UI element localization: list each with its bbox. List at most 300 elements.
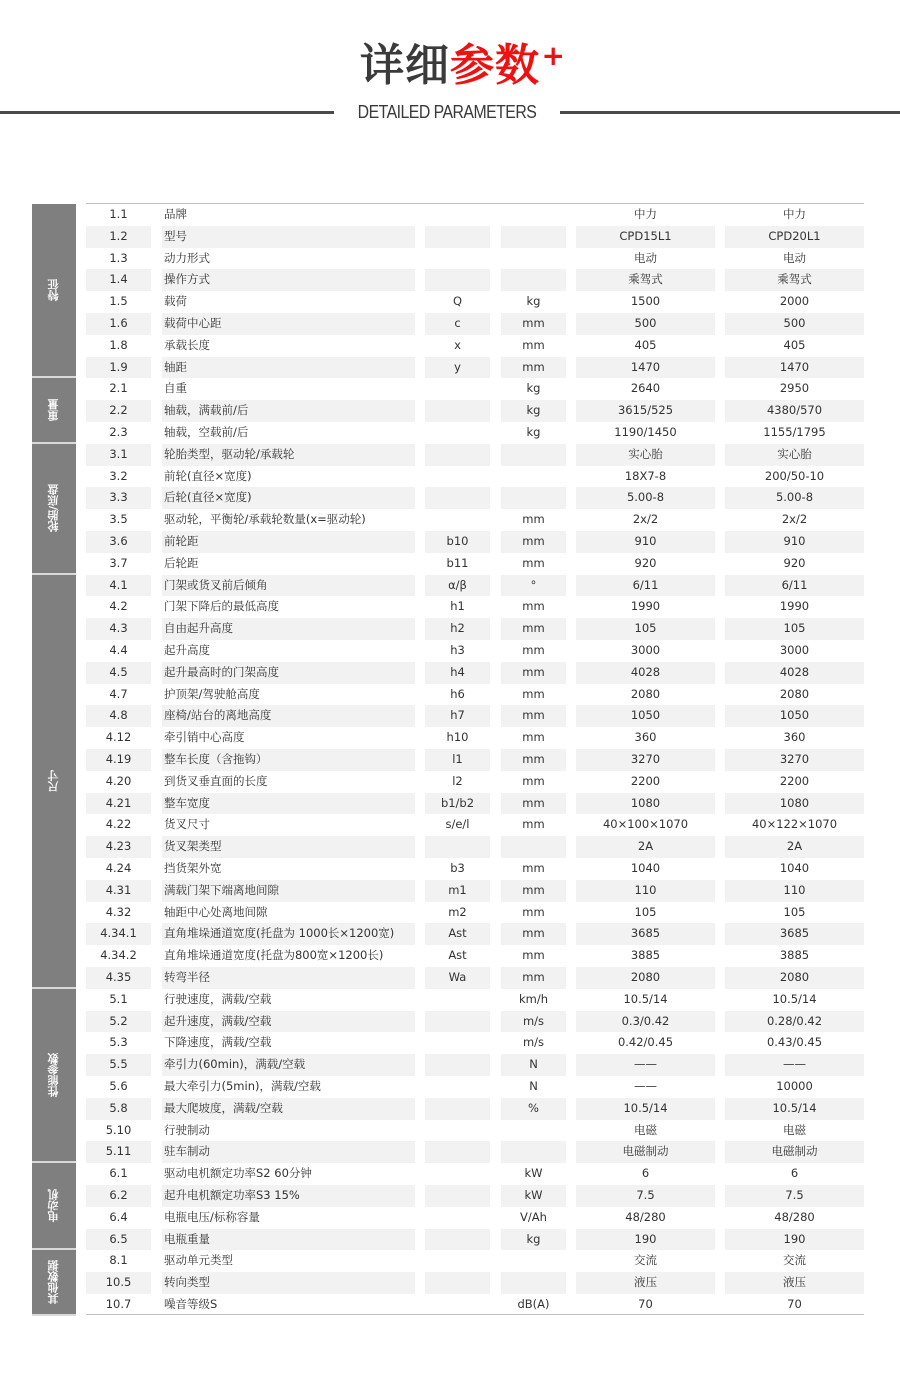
- category-text: 重量: [47, 399, 60, 422]
- category-text: 轮胎/底盘: [47, 484, 60, 533]
- value-cpd15l1: 2080: [630, 686, 661, 701]
- value-cpd20l1: 1470: [725, 357, 864, 379]
- item-symbol: h4: [425, 662, 490, 684]
- item-symbol: [425, 204, 490, 226]
- value-cpd20l1: 200/50-10: [764, 468, 825, 483]
- item-unit: kg: [526, 294, 541, 309]
- item-number: 5.1: [109, 991, 128, 1006]
- item-number: 2.3: [109, 425, 128, 439]
- item-number: 2.2: [86, 400, 151, 422]
- item-number: 6.4: [109, 1209, 128, 1224]
- item-name: 电瓶重量: [162, 1229, 415, 1251]
- value-cpd15l1: 920: [634, 555, 657, 570]
- item-unit: [501, 226, 566, 248]
- item-symbol: [425, 1032, 490, 1054]
- item-symbol: h6: [450, 686, 465, 701]
- category-text: 性能参数: [47, 1052, 60, 1097]
- item-unit: mm: [501, 923, 566, 945]
- value-cpd20l1: 乘驾式: [725, 269, 864, 291]
- item-symbol: c: [425, 313, 490, 335]
- item-number: 4.1: [86, 575, 151, 597]
- table-row: [0, 1032, 900, 1054]
- value-cpd15l1: 中力: [634, 207, 657, 221]
- item-name: 承载长度: [164, 337, 210, 352]
- value-cpd15l1: 2A: [576, 836, 715, 858]
- value-cpd15l1: 2200: [630, 773, 661, 788]
- table-row: [0, 814, 900, 836]
- table-row: [0, 836, 900, 858]
- item-name: 自重: [164, 381, 187, 396]
- item-name: 座椅/站台的离地高度: [162, 705, 415, 727]
- item-unit: N: [501, 1054, 566, 1076]
- item-unit: mm: [522, 773, 545, 788]
- item-number: 6.2: [86, 1185, 151, 1207]
- item-unit: kg: [526, 381, 541, 396]
- item-name: 牵引销中心高度: [164, 730, 245, 745]
- item-name: 行驶速度，满载/空载: [164, 991, 272, 1006]
- item-unit: [501, 1250, 566, 1272]
- item-unit: [501, 836, 566, 858]
- value-cpd20l1: 500: [725, 313, 864, 335]
- item-symbol: y: [425, 357, 490, 379]
- item-name: 货叉架类型: [162, 836, 415, 858]
- item-unit: [501, 248, 566, 270]
- item-number: 4.23: [86, 836, 151, 858]
- value-cpd15l1: 70: [638, 1297, 653, 1311]
- table-row: [0, 575, 900, 597]
- item-number: 4.19: [86, 749, 151, 771]
- item-symbol: b1/b2: [425, 793, 490, 815]
- item-symbol: [425, 836, 490, 858]
- item-name: 操作方式: [162, 269, 415, 291]
- value-cpd20l1: CPD20L1: [725, 226, 864, 248]
- item-name: 载荷: [164, 294, 187, 309]
- item-number: 10.7: [105, 1297, 132, 1311]
- divider-left: [0, 111, 334, 114]
- table-row: [0, 400, 900, 422]
- item-name: 转向类型: [162, 1272, 415, 1294]
- table-row: [0, 553, 900, 575]
- table-row: [0, 989, 900, 1011]
- value-cpd15l1: 105: [576, 618, 715, 640]
- item-symbol: x: [454, 337, 461, 352]
- table-row: [0, 705, 900, 727]
- item-unit: °: [501, 575, 566, 597]
- value-cpd15l1: CPD15L1: [576, 226, 715, 248]
- item-symbol: h10: [446, 730, 469, 745]
- item-number: 5.10: [105, 1122, 132, 1137]
- item-unit: mm: [501, 313, 566, 335]
- item-number: 3.5: [109, 512, 128, 527]
- item-number: 6.1: [109, 1166, 128, 1181]
- category-text: 其他数据: [47, 1260, 60, 1305]
- item-number: 1.3: [109, 250, 128, 265]
- item-name: 轴距中心处离地间隙: [164, 904, 268, 919]
- item-symbol: s/e/l: [445, 817, 470, 832]
- item-number: 4.34.2: [100, 948, 137, 963]
- table-row: [0, 793, 900, 815]
- item-number: 4.2: [109, 599, 128, 614]
- item-unit: [501, 269, 566, 291]
- item-number: 4.34.1: [86, 923, 151, 945]
- value-cpd15l1: 10.5/14: [576, 1098, 715, 1120]
- table-row: [0, 727, 900, 749]
- table-row: [0, 531, 900, 553]
- value-cpd15l1: 0.42/0.45: [617, 1035, 674, 1050]
- item-symbol: l2: [452, 773, 463, 788]
- value-cpd20l1: 2x/2: [781, 512, 808, 527]
- table-row: [0, 1294, 900, 1316]
- item-number: 4.22: [105, 817, 132, 832]
- item-symbol: [425, 1141, 490, 1163]
- item-unit: m/s: [522, 1035, 545, 1050]
- value-cpd20l1: 910: [725, 531, 864, 553]
- item-symbol: [425, 466, 490, 488]
- item-unit: mm: [522, 555, 545, 570]
- value-cpd20l1: 1990: [779, 599, 810, 614]
- value-cpd20l1: 920: [783, 555, 806, 570]
- item-name: 行驶制动: [164, 1122, 210, 1137]
- value-cpd15l1: 1470: [576, 357, 715, 379]
- table-row: [0, 1185, 900, 1207]
- item-number: 4.32: [105, 904, 132, 919]
- value-cpd15l1: 2080: [576, 967, 715, 989]
- value-cpd20l1: 3685: [725, 923, 864, 945]
- value-cpd15l1: 360: [634, 730, 657, 745]
- item-name: 护顶架/驾驶舱高度: [164, 686, 260, 701]
- value-cpd15l1: 电动: [634, 250, 657, 265]
- plus-icon: +: [541, 39, 566, 72]
- item-name: 整车宽度: [162, 793, 415, 815]
- table-row: [0, 487, 900, 509]
- item-symbol: h7: [425, 705, 490, 727]
- item-unit: mm: [522, 904, 545, 919]
- value-cpd15l1: 2x/2: [632, 512, 659, 527]
- item-symbol: [425, 1272, 490, 1294]
- item-symbol: [425, 1185, 490, 1207]
- value-cpd20l1: 1050: [725, 705, 864, 727]
- item-name: 挡货架外宽: [164, 861, 222, 875]
- value-cpd20l1: 电磁: [783, 1122, 806, 1137]
- table-row: [0, 880, 900, 902]
- item-name: 最大爬坡度，满载/空载: [162, 1098, 415, 1120]
- table-row: [0, 466, 900, 488]
- item-unit: mm: [522, 599, 545, 614]
- item-symbol: [425, 509, 490, 531]
- item-number: 4.7: [109, 686, 128, 701]
- item-name: 最大牵引力(5min)，满载/空载: [164, 1079, 321, 1093]
- item-unit: [501, 1141, 566, 1163]
- item-symbol: [425, 1163, 490, 1185]
- value-cpd20l1: 4028: [725, 662, 864, 684]
- value-cpd15l1: 实心胎: [576, 444, 715, 466]
- item-unit: kg: [501, 1229, 566, 1251]
- value-cpd15l1: 液压: [576, 1272, 715, 1294]
- value-cpd15l1: 6/11: [576, 575, 715, 597]
- item-name: 轮胎类型，驱动轮/承载轮: [162, 444, 415, 466]
- item-number: 5.11: [86, 1141, 151, 1163]
- item-number: 5.2: [86, 1011, 151, 1033]
- value-cpd15l1: 3885: [630, 948, 661, 963]
- item-name: 下降速度，满载/空载: [164, 1035, 272, 1050]
- table-row: [0, 1229, 900, 1251]
- item-unit: mm: [522, 861, 545, 875]
- table-row: [0, 1076, 900, 1098]
- item-unit: km/h: [518, 991, 549, 1006]
- item-number: 3.7: [109, 555, 128, 570]
- value-cpd20l1: 10.5/14: [772, 991, 817, 1006]
- item-symbol: [425, 226, 490, 248]
- item-number: 1.6: [86, 313, 151, 335]
- item-name: 转弯半径: [162, 967, 415, 989]
- table-row: [0, 248, 900, 270]
- table-row: [0, 1098, 900, 1120]
- item-unit: m/s: [501, 1011, 566, 1033]
- item-symbol: [425, 1120, 490, 1142]
- value-cpd20l1: 2000: [779, 294, 810, 309]
- item-unit: [501, 466, 566, 488]
- value-cpd20l1: 105: [783, 904, 806, 919]
- value-cpd15l1: 405: [634, 337, 657, 352]
- item-symbol: [425, 400, 490, 422]
- item-symbol: b3: [450, 861, 465, 875]
- value-cpd15l1: 1080: [576, 793, 715, 815]
- table-row: [0, 858, 900, 880]
- item-symbol: [425, 989, 490, 1011]
- value-cpd20l1: 5.00-8: [725, 487, 864, 509]
- table-row: [0, 967, 900, 989]
- value-cpd15l1: 7.5: [576, 1185, 715, 1207]
- item-number: 5.8: [86, 1098, 151, 1120]
- value-cpd20l1: 40×122×1070: [751, 817, 838, 832]
- item-symbol: [425, 1011, 490, 1033]
- value-cpd15l1: 190: [576, 1229, 715, 1251]
- item-number: 4.20: [105, 773, 132, 788]
- item-name: 载荷中心距: [162, 313, 415, 335]
- item-number: 5.5: [86, 1054, 151, 1076]
- item-number: 4.35: [86, 967, 151, 989]
- item-unit: mm: [522, 730, 545, 745]
- value-cpd20l1: 2200: [779, 773, 810, 788]
- value-cpd20l1: 3270: [725, 749, 864, 771]
- item-symbol: m1: [425, 880, 490, 902]
- value-cpd20l1: 电动: [783, 250, 806, 265]
- table-row: [0, 1054, 900, 1076]
- item-unit: mm: [501, 705, 566, 727]
- value-cpd15l1: 2640: [630, 381, 661, 396]
- item-number: 1.1: [109, 207, 128, 221]
- item-symbol: [425, 1229, 490, 1251]
- item-name: 前轮距: [162, 531, 415, 553]
- value-cpd15l1: 110: [576, 880, 715, 902]
- divider-right: [560, 111, 900, 114]
- item-symbol: Q: [452, 294, 463, 309]
- value-cpd15l1: 5.00-8: [576, 487, 715, 509]
- value-cpd20l1: 70: [787, 1297, 802, 1311]
- item-unit: mm: [501, 357, 566, 379]
- value-cpd20l1: 405: [783, 337, 806, 352]
- item-name: 轴距: [162, 357, 415, 379]
- table-row: [0, 313, 900, 335]
- item-symbol: [425, 422, 490, 444]
- item-number: 4.12: [105, 730, 132, 745]
- value-cpd20l1: 190: [725, 1229, 864, 1251]
- item-name: 起升电机额定功率S3 15%: [162, 1185, 415, 1207]
- item-unit: kg: [501, 400, 566, 422]
- category-text: 特征: [47, 279, 60, 302]
- item-symbol: [425, 444, 490, 466]
- item-symbol: b10: [425, 531, 490, 553]
- item-number: 4.31: [86, 880, 151, 902]
- item-name: 起升最高时的门架高度: [162, 662, 415, 684]
- item-symbol: [425, 1076, 490, 1098]
- value-cpd15l1: 6: [641, 1166, 650, 1181]
- value-cpd15l1: 1190/1450: [614, 425, 677, 439]
- value-cpd15l1: ——: [576, 1054, 715, 1076]
- item-name: 到货叉垂直面的长度: [164, 773, 268, 788]
- item-name: 电瓶电压/标称容量: [164, 1209, 260, 1224]
- value-cpd20l1: 交流: [783, 1253, 806, 1268]
- item-name: 后轮(直径×宽度): [162, 487, 415, 509]
- table-row: [0, 1120, 900, 1142]
- value-cpd15l1: 电磁制动: [576, 1141, 715, 1163]
- value-cpd15l1: ——: [634, 1079, 657, 1093]
- item-unit: kW: [524, 1166, 543, 1181]
- item-symbol: h2: [425, 618, 490, 640]
- item-symbol: Wa: [425, 967, 490, 989]
- item-unit: mm: [522, 948, 545, 963]
- value-cpd20l1: 6: [790, 1166, 799, 1181]
- item-unit: mm: [501, 749, 566, 771]
- value-cpd15l1: 3615/525: [576, 400, 715, 422]
- item-number: 2.1: [109, 381, 128, 396]
- value-cpd20l1: 105: [725, 618, 864, 640]
- item-number: 4.8: [86, 705, 151, 727]
- item-symbol: [425, 269, 490, 291]
- item-name: 驱动电机额定功率S2 60分钟: [164, 1166, 312, 1181]
- category-text: 尺寸: [47, 769, 60, 792]
- item-name: 满载门架下端离地间隙: [162, 880, 415, 902]
- value-cpd15l1: 3000: [630, 643, 661, 657]
- item-unit: dB(A): [517, 1297, 550, 1311]
- item-name: 起升高度: [164, 643, 210, 657]
- table-row: [0, 1207, 900, 1229]
- item-number: 4.5: [86, 662, 151, 684]
- item-number: 3.2: [109, 468, 128, 483]
- subtitle-row: [0, 102, 900, 124]
- item-unit: mm: [522, 643, 545, 657]
- table-row: [0, 1163, 900, 1185]
- item-name: 货叉尺寸: [164, 817, 210, 832]
- item-number: 3.3: [86, 487, 151, 509]
- item-unit: N: [529, 1079, 538, 1093]
- page-header: [0, 0, 900, 140]
- item-unit: mm: [501, 618, 566, 640]
- table-row: [0, 509, 900, 531]
- item-number: 8.1: [109, 1253, 128, 1268]
- item-symbol: α/β: [425, 575, 490, 597]
- table-row: [0, 923, 900, 945]
- value-cpd20l1: 10000: [776, 1079, 813, 1093]
- table-row: [0, 596, 900, 618]
- item-unit: kg: [526, 425, 541, 439]
- value-cpd15l1: 40×100×1070: [602, 817, 689, 832]
- value-cpd20l1: 110: [725, 880, 864, 902]
- value-cpd20l1: 48/280: [774, 1209, 815, 1224]
- value-cpd15l1: 0.3/0.42: [576, 1011, 715, 1033]
- item-number: 1.4: [86, 269, 151, 291]
- item-name: 型号: [162, 226, 415, 248]
- item-unit: mm: [501, 793, 566, 815]
- page-subtitle: DETAILED PARAMETERS: [357, 102, 537, 122]
- table-row: [0, 444, 900, 466]
- item-name: 门架或货叉前后倾角: [162, 575, 415, 597]
- value-cpd20l1: 10.5/14: [725, 1098, 864, 1120]
- item-unit: mm: [501, 531, 566, 553]
- item-number: 5.6: [109, 1079, 128, 1093]
- value-cpd20l1: 中力: [783, 207, 806, 221]
- item-number: 4.24: [105, 861, 132, 875]
- item-symbol: [425, 1098, 490, 1120]
- item-symbol: b11: [446, 555, 469, 570]
- table-row: [0, 662, 900, 684]
- item-name: 门架下降后的最低高度: [164, 599, 279, 614]
- value-cpd15l1: 4028: [576, 662, 715, 684]
- table-row: [0, 204, 900, 226]
- item-symbol: [425, 378, 490, 400]
- value-cpd15l1: 3270: [576, 749, 715, 771]
- item-unit: [501, 204, 566, 226]
- value-cpd15l1: 乘驾式: [576, 269, 715, 291]
- value-cpd15l1: 500: [576, 313, 715, 335]
- item-number: 4.4: [109, 643, 128, 657]
- value-cpd20l1: 2080: [725, 967, 864, 989]
- table-row: [0, 226, 900, 248]
- item-symbol: m2: [448, 904, 467, 919]
- value-cpd15l1: 1990: [630, 599, 661, 614]
- value-cpd20l1: 1155/1795: [763, 425, 826, 439]
- item-unit: kW: [501, 1185, 566, 1207]
- item-name: 轴载，空载前/后: [164, 425, 249, 439]
- item-name: 牵引力(60min)，满载/空载: [162, 1054, 415, 1076]
- table-row: [0, 902, 900, 924]
- table-row: [0, 291, 900, 313]
- item-name: 驱动单元类型: [164, 1253, 233, 1268]
- item-unit: mm: [522, 817, 545, 832]
- value-cpd15l1: 交流: [634, 1253, 657, 1268]
- value-cpd20l1: 电磁制动: [725, 1141, 864, 1163]
- item-name: 前轮(直径×宽度): [164, 468, 252, 483]
- value-cpd20l1: 1080: [725, 793, 864, 815]
- item-symbol: [425, 1054, 490, 1076]
- value-cpd20l1: 3885: [779, 948, 810, 963]
- item-number: 1.9: [86, 357, 151, 379]
- item-unit: [501, 1120, 566, 1142]
- table-row: [0, 1011, 900, 1033]
- item-symbol: [425, 487, 490, 509]
- table-row: [0, 1141, 900, 1163]
- value-cpd15l1: 18X7-8: [624, 468, 667, 483]
- item-number: 1.2: [86, 226, 151, 248]
- item-name: 轴载，满载前/后: [162, 400, 415, 422]
- item-symbol: [425, 1250, 490, 1272]
- value-cpd15l1: 3685: [576, 923, 715, 945]
- item-number: 5.3: [109, 1035, 128, 1050]
- value-cpd15l1: 48/280: [625, 1209, 666, 1224]
- item-unit: [501, 1272, 566, 1294]
- value-cpd15l1: 10.5/14: [623, 991, 668, 1006]
- value-cpd20l1: 4380/570: [725, 400, 864, 422]
